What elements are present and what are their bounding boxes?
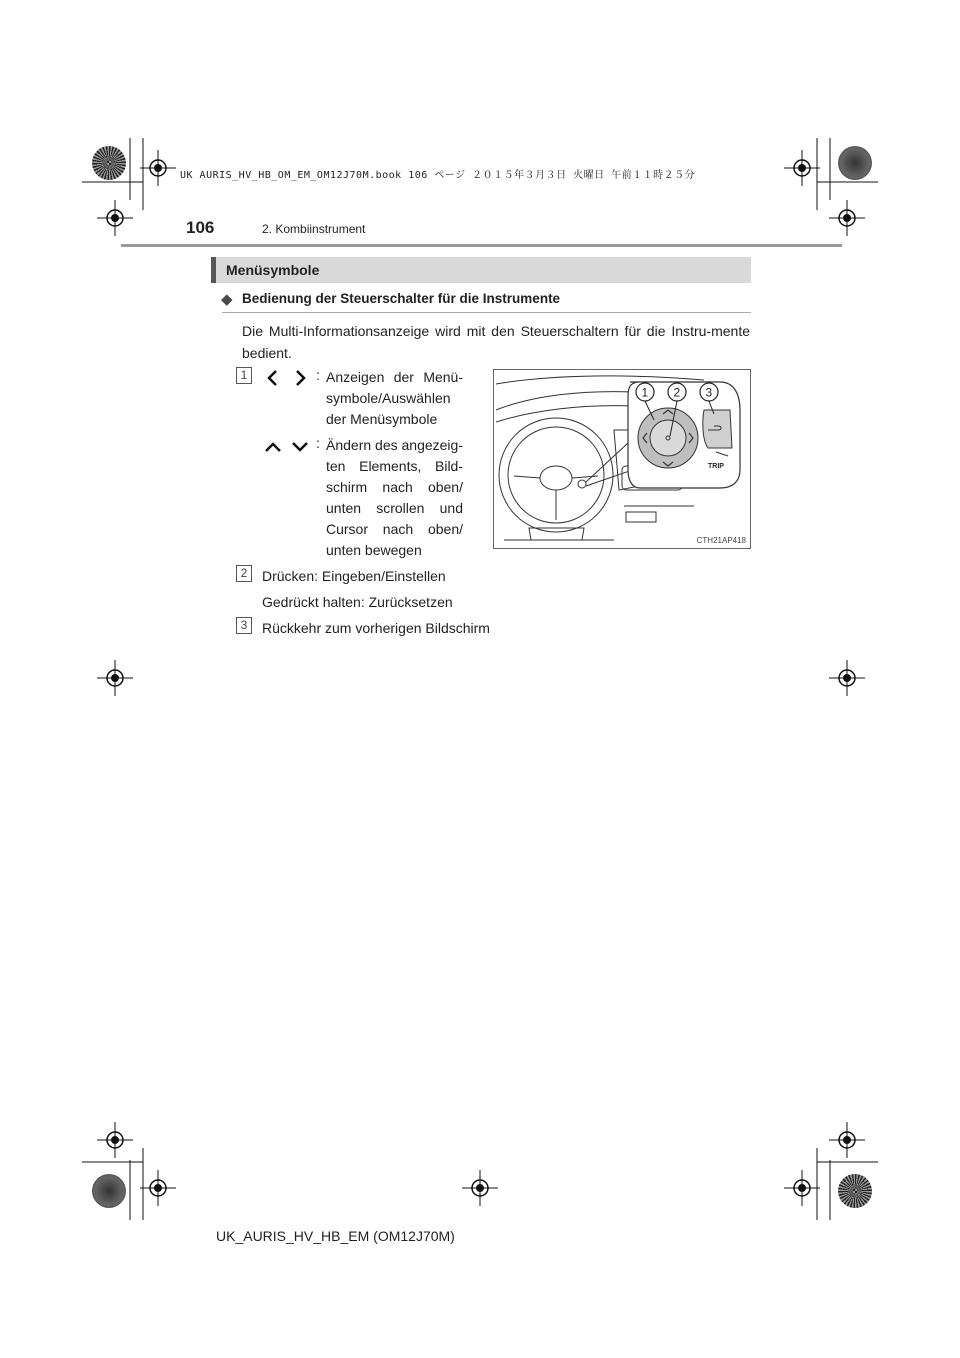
dashboard-line-art — [494, 370, 750, 548]
item-line: Rückkehr zum vorherigen Bildschirm — [262, 620, 490, 636]
figure-callout-2: 2 — [673, 385, 681, 400]
figure-callout-1: 1 — [641, 385, 649, 400]
color-wheel-mark-icon — [92, 1174, 126, 1208]
color-wheel-mark-icon — [838, 146, 872, 180]
color-wheel-mark-icon — [92, 146, 126, 180]
registration-mark-icon — [140, 1170, 176, 1206]
steering-switch-illustration — [493, 369, 751, 549]
intro-paragraph: Die Multi-Informationsanzeige wird mit den Steuerschaltern für die Instru-mente bedient. — [242, 323, 750, 361]
color-wheel-mark-icon — [838, 1174, 872, 1208]
item-line: Gedrückt halten: Zurücksetzen — [262, 594, 453, 610]
registration-mark-icon — [97, 200, 133, 236]
item-number-badge: 3 — [236, 617, 252, 634]
chevron-left-icon — [266, 370, 280, 384]
registration-mark-icon — [784, 150, 820, 186]
item-number-badge: 2 — [236, 565, 252, 582]
item-number-badge: 1 — [236, 367, 252, 384]
item-line: Drücken: Eingeben/Einstellen — [262, 568, 446, 584]
item-description: Anzeigen der Menü-symbole/Auswählen der Menüsymbole — [326, 369, 463, 427]
registration-mark-icon — [829, 200, 865, 236]
trip-button-label: TRIP — [708, 463, 724, 470]
subsection-title: Bedienung der Steuerschalter für die Instrumente — [242, 291, 561, 306]
figure-code: CTH21AP418 — [696, 536, 746, 545]
print-header: UK AURIS_HV_HB_OM_EM_OM12J70M.book 106 ページ ２０１５年３月３日 火曜日 午前１１時２５分 — [180, 170, 696, 181]
subsection-rule — [222, 312, 751, 313]
header-rule — [121, 244, 842, 247]
chevron-down-icon — [292, 440, 306, 454]
figure-callout-3: 3 — [705, 385, 713, 400]
registration-mark-icon — [784, 1170, 820, 1206]
item-colon: : — [316, 435, 320, 451]
item-colon: : — [316, 367, 320, 383]
diamond-bullet-icon: ◆ — [221, 291, 233, 308]
registration-mark-icon — [829, 1122, 865, 1158]
chapter-title: 2. Kombiinstrument — [262, 222, 366, 236]
registration-mark-icon — [462, 1170, 498, 1206]
section-title: Menüsymbole — [226, 262, 320, 278]
registration-mark-icon — [97, 660, 133, 696]
page-number: 106 — [186, 218, 215, 237]
registration-mark-icon — [97, 1122, 133, 1158]
footer-document-code: UK_AURIS_HV_HB_EM (OM12J70M) — [216, 1228, 455, 1244]
registration-mark-icon — [829, 660, 865, 696]
chevron-right-icon — [293, 370, 307, 384]
registration-mark-icon — [140, 150, 176, 186]
item-description: Ändern des angezeig-ten Elements, Bild-schirm nach oben/ unten scrollen und Cursor nach oben/ unten bewegen — [326, 437, 463, 558]
chevron-up-icon — [265, 440, 279, 454]
